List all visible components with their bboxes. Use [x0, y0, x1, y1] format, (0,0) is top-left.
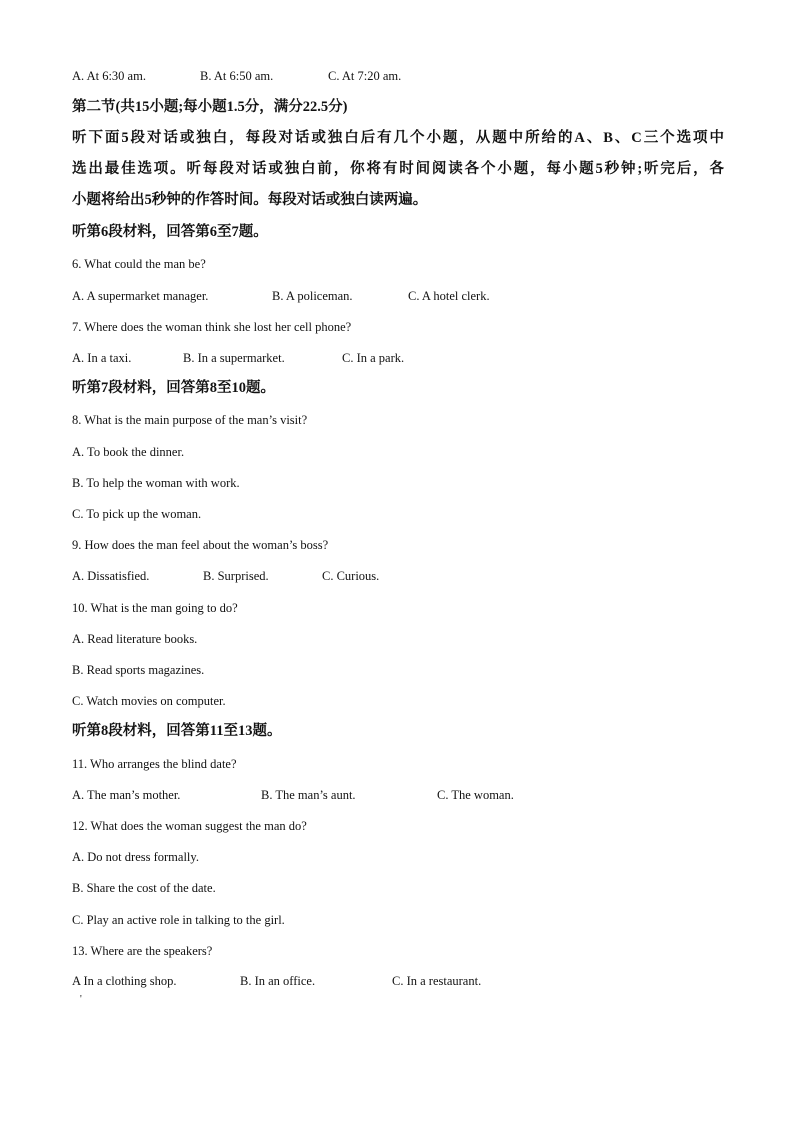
instruction-line-3: 小题将给出5秒钟的作答时间。每段对话或独白读两遍。 [72, 192, 428, 208]
q13-option-c: C. In a restaurant. [392, 974, 482, 988]
q11-question: 11. Who arranges the blind date? [72, 757, 237, 771]
instruction-line-2: 选出最佳选项。听每段对话或独白前，你将有时间阅读各个小题，每小题5秒钟;听完后，各 [72, 161, 724, 177]
q10-option-b: B. Read sports magazines. [72, 663, 205, 677]
passage6-heading: 听第6段材料，回答第6至7题。 [72, 224, 268, 240]
q7-question: 7. Where does the woman think she lost her cell phone? [72, 320, 352, 334]
q10-option-c: C. Watch movies on computer. [72, 694, 226, 708]
q7-option-c: C. In a park. [342, 351, 405, 365]
q13-option-b: B. In an office. [240, 974, 316, 988]
q6-option-c: C. A hotel clerk. [408, 289, 490, 303]
q10-question: 10. What is the man going to do? [72, 601, 238, 615]
instruction-line-1: 听下面5段对话或独白，每段对话或独白后有几个小题，从题中所给的A、B、C三个选项中 [72, 130, 724, 146]
q9-question: 9. How does the man feel about the woman’s boss? [72, 538, 329, 552]
q9-option-c: C. Curious. [322, 569, 380, 583]
q6-option-a: A. A supermarket manager. [72, 289, 209, 303]
q8-question: 8. What is the main purpose of the man’s visit? [72, 413, 308, 427]
q8-option-c: C. To pick up the woman. [72, 507, 202, 521]
q7-option-b: B. In a supermarket. [183, 351, 285, 365]
q9-option-a: A. Dissatisfied. [72, 569, 150, 583]
q5-option-a: A. At 6:30 am. [72, 69, 146, 83]
q13-option-a: A In a clothing shop. [72, 974, 177, 988]
section2-title: 第二节(共15小题;每小题1.5分，满分22.5分) [72, 99, 348, 115]
q13-question: 13. Where are the speakers? [72, 944, 213, 958]
passage8-heading: 听第8段材料，回答第11至13题。 [72, 723, 282, 739]
passage7-heading: 听第7段材料，回答第8至10题。 [72, 380, 275, 396]
q7-option-a: A. In a taxi. [72, 351, 132, 365]
q5-option-b: B. At 6:50 am. [200, 69, 274, 83]
q12-option-c: C. Play an active role in talking to the girl. [72, 913, 285, 927]
q12-option-a: A. Do not dress formally. [72, 850, 199, 864]
q11-option-b: B. The man’s aunt. [261, 788, 356, 802]
q12-question: 12. What does the woman suggest the man do? [72, 819, 307, 833]
stray-tick-mark: ' [80, 994, 82, 1005]
q11-option-c: C. The woman. [437, 788, 514, 802]
q8-option-b: B. To help the woman with work. [72, 476, 240, 490]
q12-option-b: B. Share the cost of the date. [72, 881, 216, 895]
q11-option-a: A. The man’s mother. [72, 788, 181, 802]
q10-option-a: A. Read literature books. [72, 632, 198, 646]
q5-option-c: C. At 7:20 am. [328, 69, 402, 83]
q8-option-a: A. To book the dinner. [72, 445, 185, 459]
q6-question: 6. What could the man be? [72, 257, 206, 271]
section2-instructions [72, 123, 724, 216]
q9-option-b: B. Surprised. [203, 569, 269, 583]
q6-option-b: B. A policeman. [272, 289, 353, 303]
